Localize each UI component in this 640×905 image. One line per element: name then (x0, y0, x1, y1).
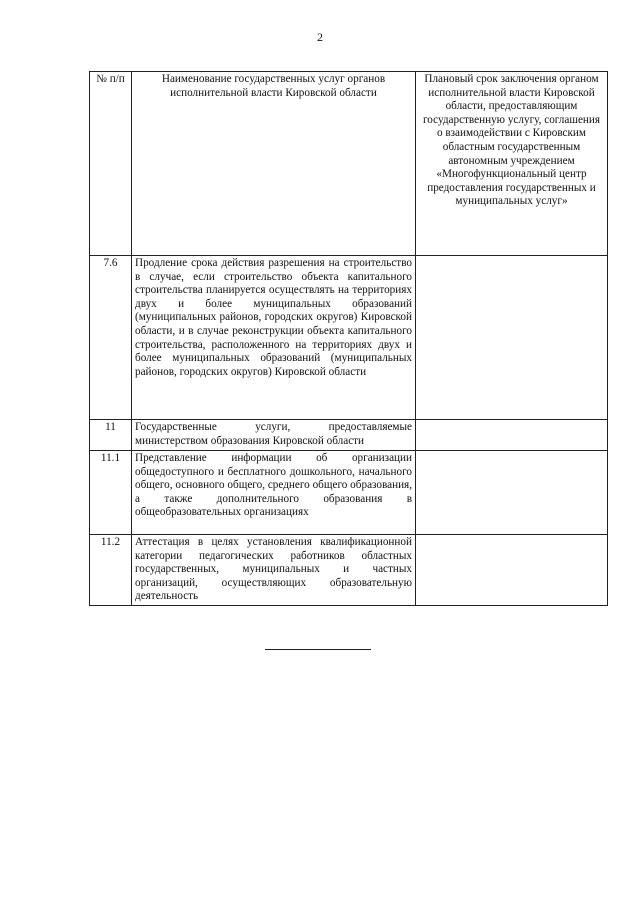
header-service-name: Наименование государственных услуг органов исполнительной власти Кировской области (132, 72, 416, 256)
row-service-name: Представление информации об организации общедоступного и бесплатного дошкольного, начального общего, основного общего, среднего общего образования, а также дополнительного образования в общеобразовательных организациях (132, 451, 416, 535)
table-row (90, 451, 608, 535)
row-service-name: Аттестация в целях установления квалификационной категории педагогических работников областных государственных, муниципальных и частных организаций, осуществляющих образовательную деятельность (132, 535, 416, 606)
row-planned-term (416, 420, 608, 451)
row-planned-term (416, 256, 608, 420)
row-planned-term (416, 451, 608, 535)
row-number: 7.6 (90, 256, 132, 420)
table-row (90, 420, 608, 451)
table-row (90, 256, 608, 420)
header-number: № п/п (90, 72, 132, 256)
row-service-name: Продление срока действия разрешения на строительство в случае, если строительство объекта капитального строительства планируется осуществлять на территориях двух и более муниципальных образований (муниципальных районов, городских округов) Кировской области, и в случае реконструкции объекта капитального строительства, расположенного на территориях двух и более муниципальных образований (муниципальных районов, городских округов) Кировской области (132, 256, 416, 420)
page-number: 2 (317, 30, 323, 44)
row-number: 11 (90, 420, 132, 451)
row-number: 11.1 (90, 451, 132, 535)
header-planned-term: Плановый срок заключения органом исполнительной власти Кировской области, предоставляющим государственную услугу, соглашения о взаимодействии с Кировским областным государственным автономным учреждением «Многофункциональный центр предоставления государственных и муниципальных услуг» (416, 72, 608, 256)
table-row (90, 535, 608, 606)
table-header-row (90, 72, 608, 256)
closing-divider (265, 649, 371, 650)
row-number: 11.2 (90, 535, 132, 606)
row-service-name: Государственные услуги, предоставляемые министерством образования Кировской области (132, 420, 416, 451)
services-table (89, 71, 608, 606)
row-planned-term (416, 535, 608, 606)
